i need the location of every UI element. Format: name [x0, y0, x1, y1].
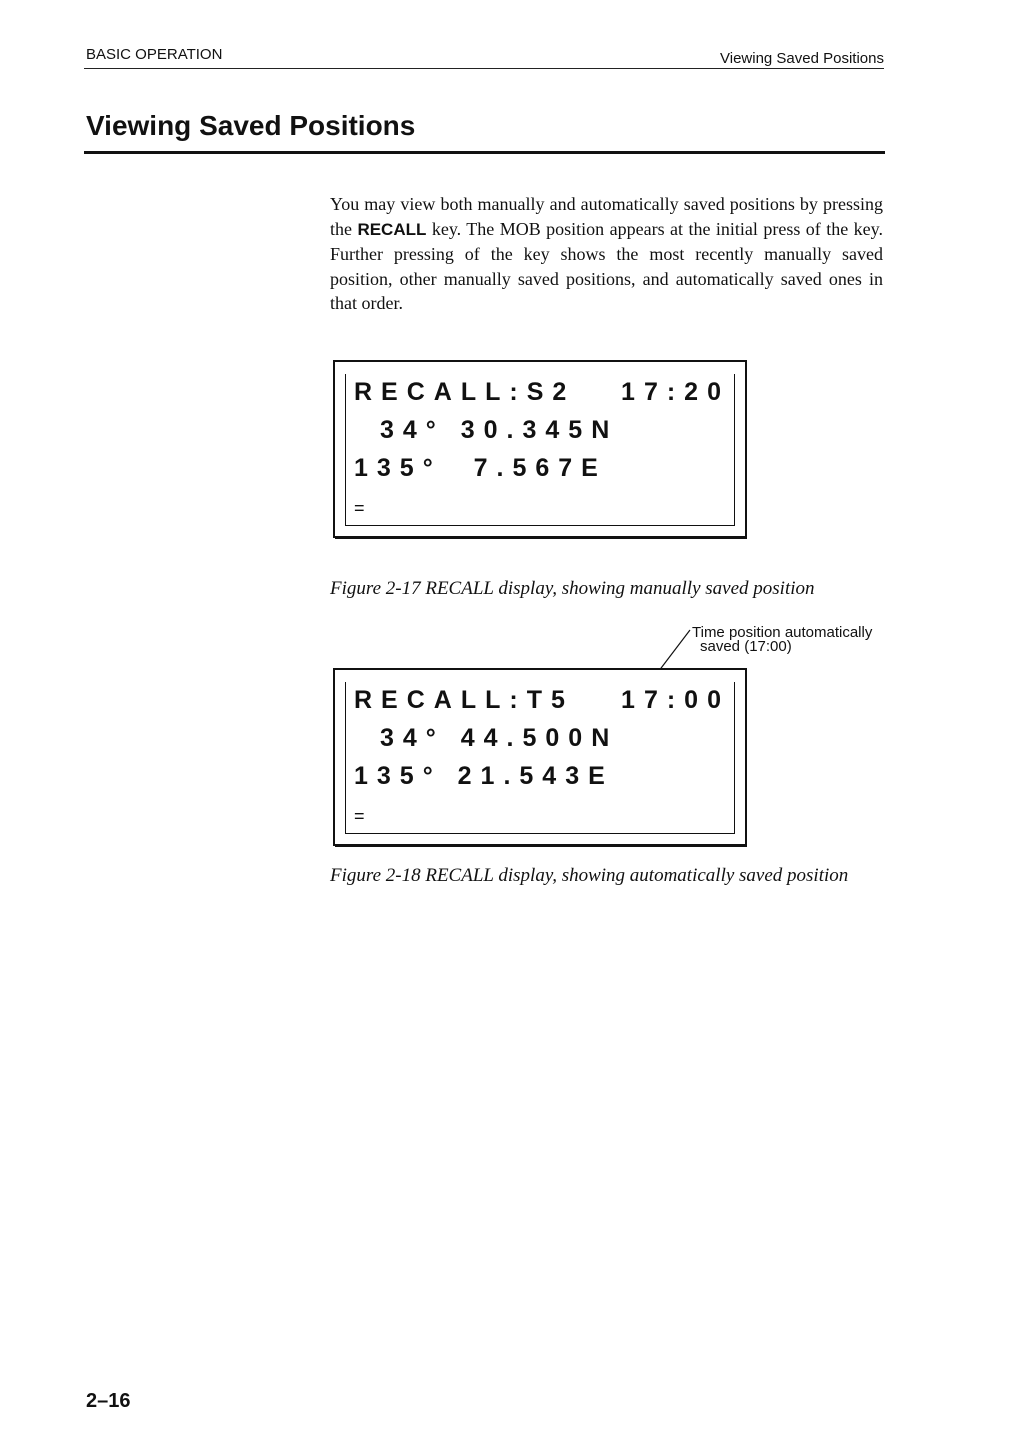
- display-line-4: =: [354, 498, 365, 518]
- intro-text-1: You may view both manually and automatically saved positions by pressing the: [330, 194, 883, 239]
- annotation-line-2: saved (17:00): [700, 638, 792, 655]
- running-header-section: BASIC OPERATION: [86, 46, 223, 63]
- figure-2-18-caption: Figure 2-18 RECALL display, showing automatically saved position: [330, 865, 849, 886]
- intro-paragraph: [330, 192, 883, 316]
- display-line-recall: RECALL:S2: [354, 378, 576, 406]
- recall-key-label: RECALL: [357, 219, 427, 239]
- intro-text-2: key. The MOB position appears at the initial press of the key. Further pressing of the key shows the most recently manually saved position, other manually saved positions, and automatically saved ones in that order.: [330, 218, 883, 313]
- display-latitude: 34° 44.500N: [380, 724, 619, 752]
- display-time: 17:20: [621, 378, 730, 406]
- header-rule: [84, 68, 884, 69]
- recall-display-automatic: [333, 668, 747, 846]
- page-title: Viewing Saved Positions: [86, 110, 416, 141]
- annotation-line-1: Time position automatically: [692, 624, 873, 641]
- display-line-4: =: [354, 806, 365, 826]
- figure-2-17-caption: Figure 2-17 RECALL display, showing manually saved position: [330, 578, 815, 599]
- display-longitude: 135° 21.543E: [354, 762, 614, 790]
- display-line-recall: RECALL:T5: [354, 686, 574, 714]
- page-number: 2–16: [86, 1390, 131, 1412]
- title-rule: [84, 151, 885, 154]
- display-latitude: 34° 30.345N: [380, 416, 619, 444]
- running-header-topic: Viewing Saved Positions: [720, 50, 884, 67]
- display-longitude: 135° 7.567E: [354, 454, 607, 482]
- time-annotation: [692, 626, 912, 654]
- recall-display-manual: [333, 360, 747, 538]
- display-time: 17:00: [621, 686, 730, 714]
